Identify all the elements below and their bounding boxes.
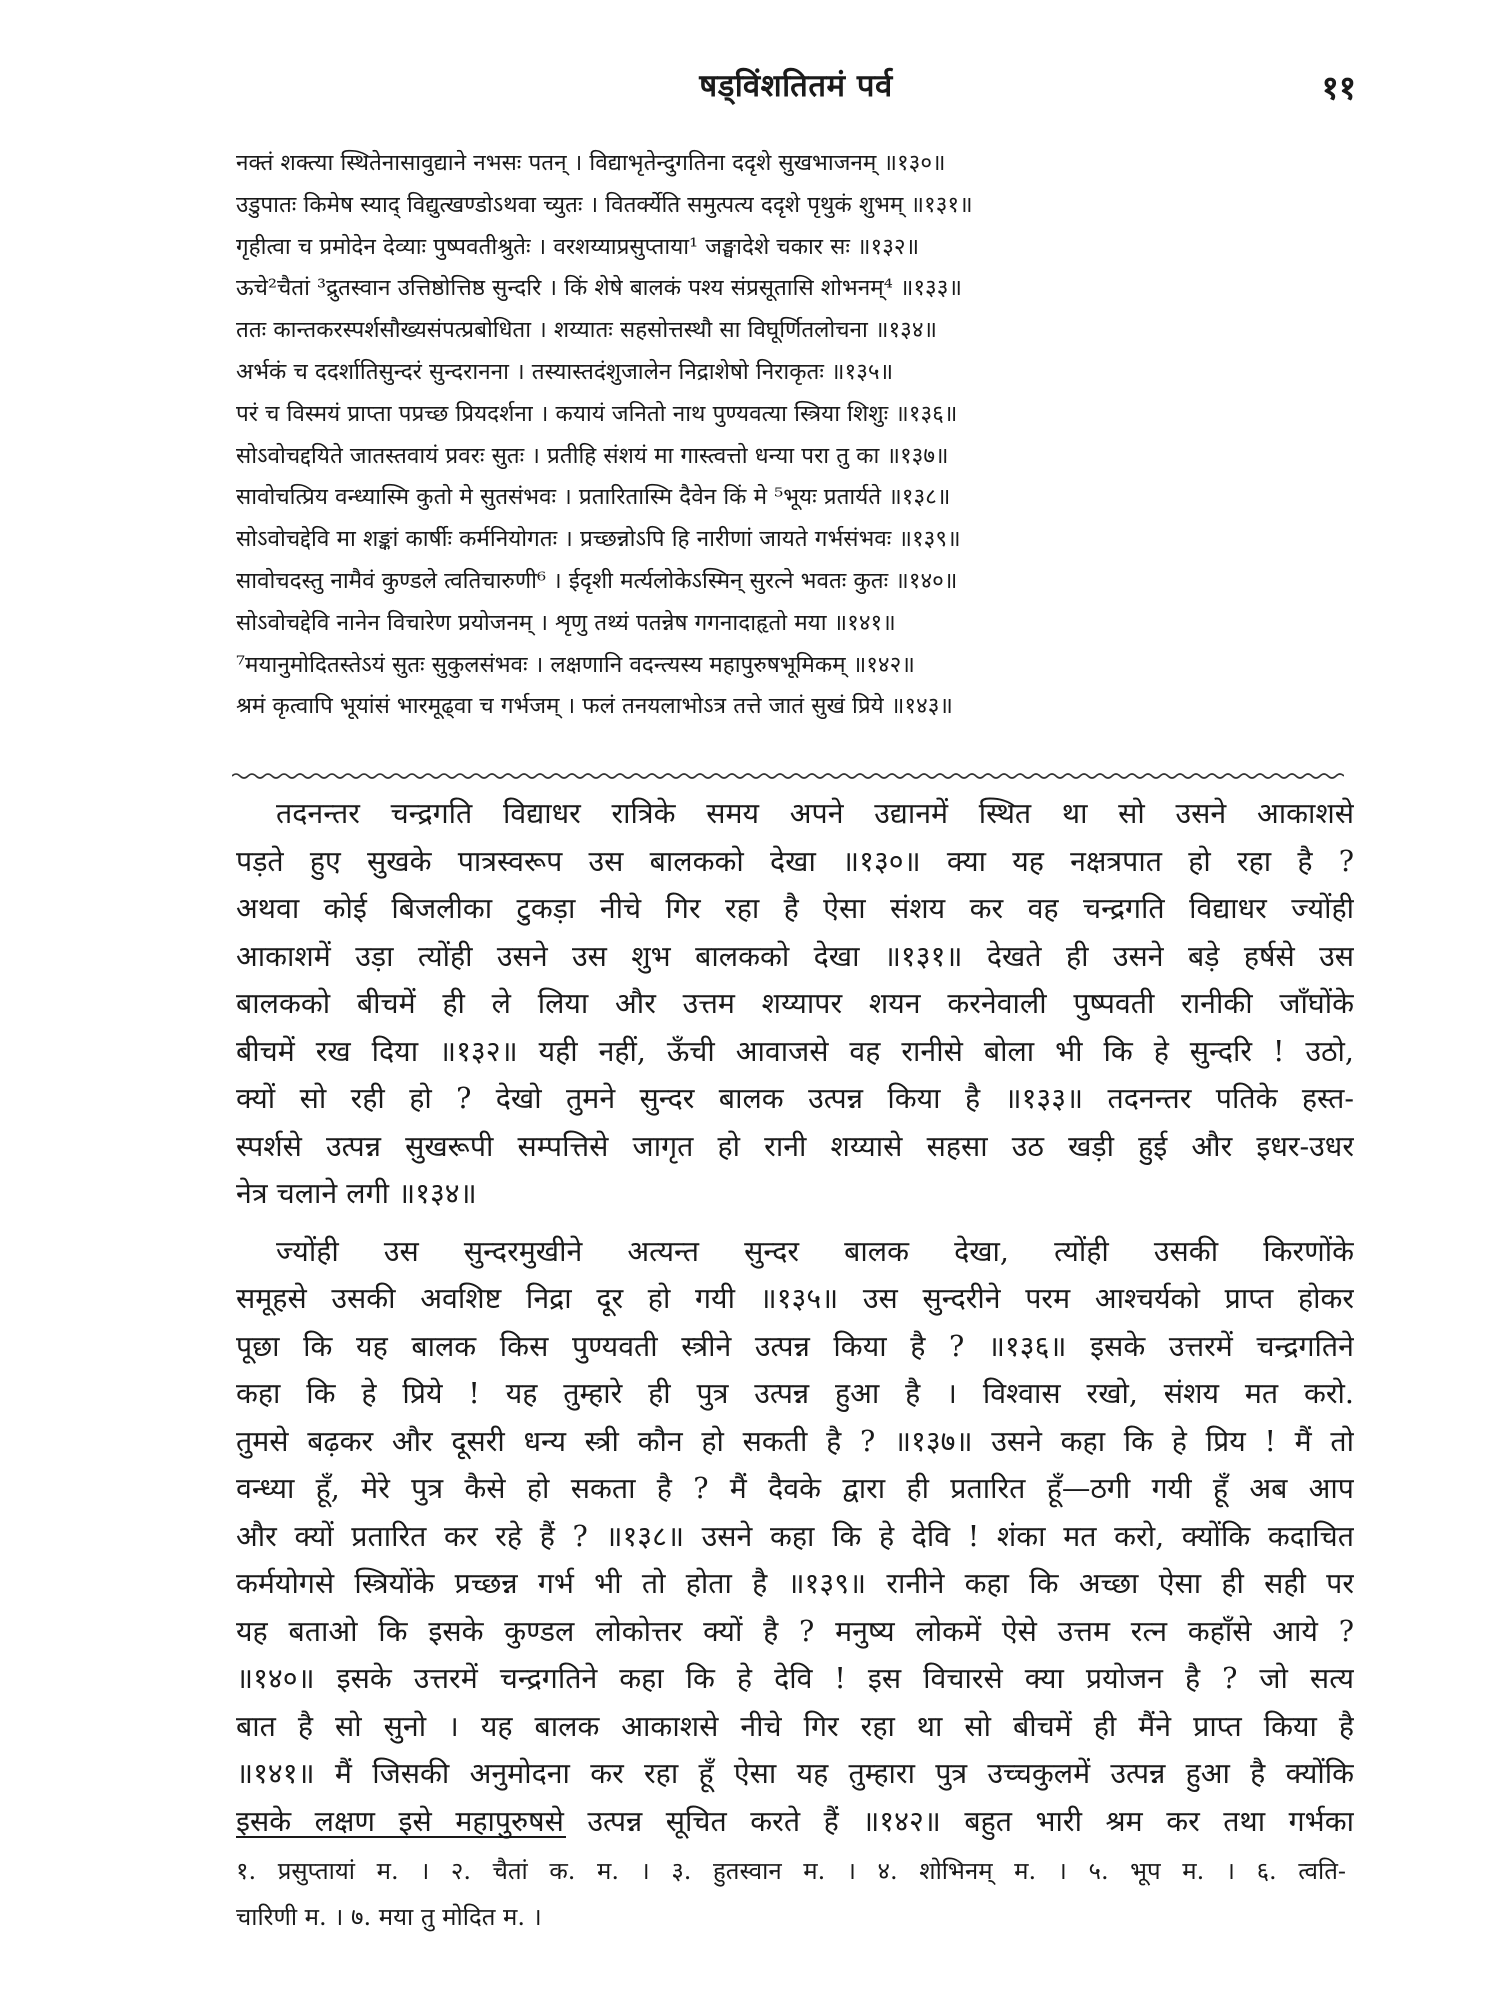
translation-line: तुमसे बढ़कर और दूसरी धन्य स्त्री कौन हो सकती है ? ॥१३७॥ उसने कहा कि हे प्रिय ! मैं तो xyxy=(236,1424,1354,1458)
translation-line: और क्यों प्रतारित कर रहे हैं ? ॥१३८॥ उसने कहा कि हे देवि ! शंका मत करो, क्योंकि कदाचित xyxy=(236,1519,1354,1553)
translation-line: कहा कि हे प्रिये ! यह तुम्हारे ही पुत्र उत्पन्न हुआ है । विश्वास रखो, संशय मत करो. xyxy=(236,1377,1354,1410)
wavy-divider xyxy=(232,770,1344,782)
translation-line: ॥१४१॥ मैं जिसकी अनुमोदना कर रहा हूँ ऐसा यह तुम्हारा पुत्र उच्चकुलमें उत्पन्न हुआ है क्योंकि xyxy=(236,1757,1354,1790)
verse-line: ततः कान्तकरस्पर्शसौख्यसंपत्प्रबोधिता । शय्यातः सहसोत्तस्थौ सा विघूर्णितलोचना ॥१३४॥ xyxy=(236,317,938,344)
verse-line: गृहीत्वा च प्रमोदेन देव्याः पुष्पवतीश्रुतेः । वरशय्याप्रसुप्ताया¹ जङ्घादेशे चकार सः ॥१३२॥ xyxy=(236,233,920,260)
verse-line: परं च विस्मयं प्राप्ता पप्रच्छ प्रियदर्शना । कयायं जनितो नाथ पुण्यवत्या स्त्रिया शिशुः ॥१३६॥ xyxy=(236,400,958,427)
translation-line: पूछा कि यह बालक किस पुण्यवती स्त्रीने उत्पन्न किया है ? ॥१३६॥ इसके उत्तरमें चन्द्रगतिने xyxy=(236,1329,1354,1363)
translation-line: बात है सो सुनो । यह बालक आकाशसे नीचे गिर रहा था सो बीचमें ही मैंने प्राप्त किया है xyxy=(236,1709,1354,1743)
translation-line: समूहसे उसकी अवशिष्ट निद्रा दूर हो गयी ॥१३५॥ उस सुन्दरीने परम आश्चर्यको प्राप्त होकर xyxy=(236,1282,1354,1315)
translation-line: तदनन्तर चन्द्रगति विद्याधर रात्रिके समय अपने उद्यानमें स्थित था सो उसने आकाशसे xyxy=(276,797,1354,830)
verse-line: नक्तं शक्त्या स्थितेनासावुद्याने नभसः पतन् । विद्याभृतेन्दुगतिना ददृशे सुखभाजनम् ॥१३०॥ xyxy=(236,150,946,176)
translation-line: पड़ते हुए सुखके पात्रस्वरूप उस बालकको देखा ॥१३०॥ क्या यह नक्षत्रपात हो रहा है ? xyxy=(236,844,1354,878)
translation-line: यह बताओ कि इसके कुण्डल लोकोत्तर क्यों है ? मनुष्य लोकमें ऐसे उत्तम रत्न कहाँसे आये ? xyxy=(236,1614,1354,1648)
verse-line: सोऽवोचद्देवि नानेन विचारेण प्रयोजनम् । शृणु तथ्यं पतन्नेष गगनादाहृतो मया ॥१४१॥ xyxy=(236,609,896,636)
chapter-title: षड्विंशतितमं पर्व xyxy=(699,68,893,104)
verse-line: ऊचे²चैतां ³द्रुतस्वान उत्तिष्ठोत्तिष्ठ सुन्दरि । किं शेषे बालकं पश्य संप्रसूतासि शोभनम्⁴ ॥१३३॥ xyxy=(236,275,962,302)
verse-line: अर्भकं च ददर्शातिसुन्दरं सुन्दरानना । तस्यास्तदंशुजालेन निद्राशेषो निराकृतः ॥१३५॥ xyxy=(236,358,894,385)
translation-line: ज्योंही उस सुन्दरमुखीने अत्यन्त सुन्दर बालक देखा, त्योंही उसकी किरणोंके xyxy=(276,1234,1354,1268)
page-header xyxy=(236,64,1356,124)
footnote-line: चारिणी म. । ७. मया तु मोदित म. । xyxy=(236,1903,542,1931)
verse-line: सोऽवोचद्देवि मा शङ्कां कार्षीः कर्मनियोगतः । प्रच्छन्नोऽपि हि नारीणां जायते गर्भसंभवः ॥१३९॥ xyxy=(236,526,961,553)
footnotes xyxy=(236,1848,1346,1940)
translation-line: आकाशमें उड़ा त्योंही उसने उस शुभ बालकको देखा ॥१३१॥ देखते ही उसने बड़े हर्षसे उस xyxy=(236,939,1354,973)
hindi-translation xyxy=(236,790,1354,1845)
verse-line: श्रमं कृत्वापि भूयांसं भारमूढ्वा च गर्भजम् । फलं तनयलाभोऽत्र तत्ते जातं सुखं प्रिये ॥१४३॥ xyxy=(236,693,953,720)
page-number: ११ xyxy=(1321,68,1356,107)
translation-line: कर्मयोगसे स्त्रियोंके प्रच्छन्न गर्भ भी तो होता है ॥१३९॥ रानीने कहा कि अच्छा ऐसा ही सही पर xyxy=(236,1567,1354,1600)
verse-line: ⁷मयानुमोदितस्तेऽयं सुतः सुकुलसंभवः । लक्षणानि वदन्त्यस्य महापुरुषभूमिकम् ॥१४२॥ xyxy=(236,651,915,678)
translation-line: स्पर्शसे उत्पन्न सुखरूपी सम्पत्तिसे जागृत हो रानी शय्यासे सहसा उठ खड़ी हुई और इधर-उधर xyxy=(236,1129,1354,1163)
verse-line: सोऽवोचद्दयिते जातस्तवायं प्रवरः सुतः । प्रतीहि संशयं मा गास्त्वत्तो धन्या परा तु का ॥१३७॥ xyxy=(236,442,949,469)
footnote-line: १. प्रसुप्तायां म. । २. चैतां क. म. । ३. हुतस्वान म. । ४. शोभिनम् म. । ५. भूप म. । ६. त्वति- xyxy=(236,1857,1346,1885)
translation-line: इसके लक्षण इसे महापुरुषसे उत्पन्न सूचित करते हैं ॥१४२॥ बहुत भारी श्रम कर तथा गर्भका xyxy=(236,1804,1354,1838)
verse-line: उडुपातः किमेष स्याद् विद्युत्खण्डोऽथवा च्युतः । वितर्क्येति समुत्पत्य ददृशे पृथुकं शुभम् ॥१३१॥ xyxy=(236,191,973,218)
sanskrit-verses xyxy=(236,143,1356,728)
translation-line: अथवा कोई बिजलीका टुकड़ा नीचे गिर रहा है ऐसा संशय कर वह चन्द्रगति विद्याधर ज्योंही xyxy=(236,892,1354,925)
verse-line: सावोचदस्तु नामैवं कुण्डले त्वतिचारुणी⁶ । ईदृशी मर्त्यलोकेऽस्मिन् सुरत्ने भवतः कुतः ॥१४०॥ xyxy=(236,567,958,594)
translation-line: नेत्र चलाने लगी ॥१३४॥ xyxy=(236,1177,477,1210)
footnote-rule xyxy=(236,1836,566,1838)
translation-line: वन्ध्या हूँ, मेरे पुत्र कैसे हो सकता है ? मैं दैवके द्वारा ही प्रतारित हूँ—ठगी गयी हूँ अब आप xyxy=(236,1472,1354,1505)
translation-line: क्यों सो रही हो ? देखो तुमने सुन्दर बालक उत्पन्न किया है ॥१३३॥ तदनन्तर पतिके हस्त- xyxy=(236,1082,1354,1115)
verse-line: सावोचत्प्रिय वन्ध्यास्मि कुतो मे सुतसंभवः । प्रतारितास्मि दैवेन किं मे ⁵भूयः प्रतार्यते ॥१३८॥ xyxy=(236,484,951,511)
translation-line: ॥१४०॥ इसके उत्तरमें चन्द्रगतिने कहा कि हे देवि ! इस विचारसे क्या प्रयोजन है ? जो सत्य xyxy=(236,1662,1354,1695)
translation-line: बालकको बीचमें ही ले लिया और उत्तम शय्यापर शयन करनेवाली पुष्पवती रानीकी जाँघोंके xyxy=(236,987,1354,1020)
translation-line: बीचमें रख दिया ॥१३२॥ यही नहीं, ऊँची आवाजसे वह रानीसे बोला भी कि हे सुन्दरि ! उठो, xyxy=(236,1034,1354,1068)
